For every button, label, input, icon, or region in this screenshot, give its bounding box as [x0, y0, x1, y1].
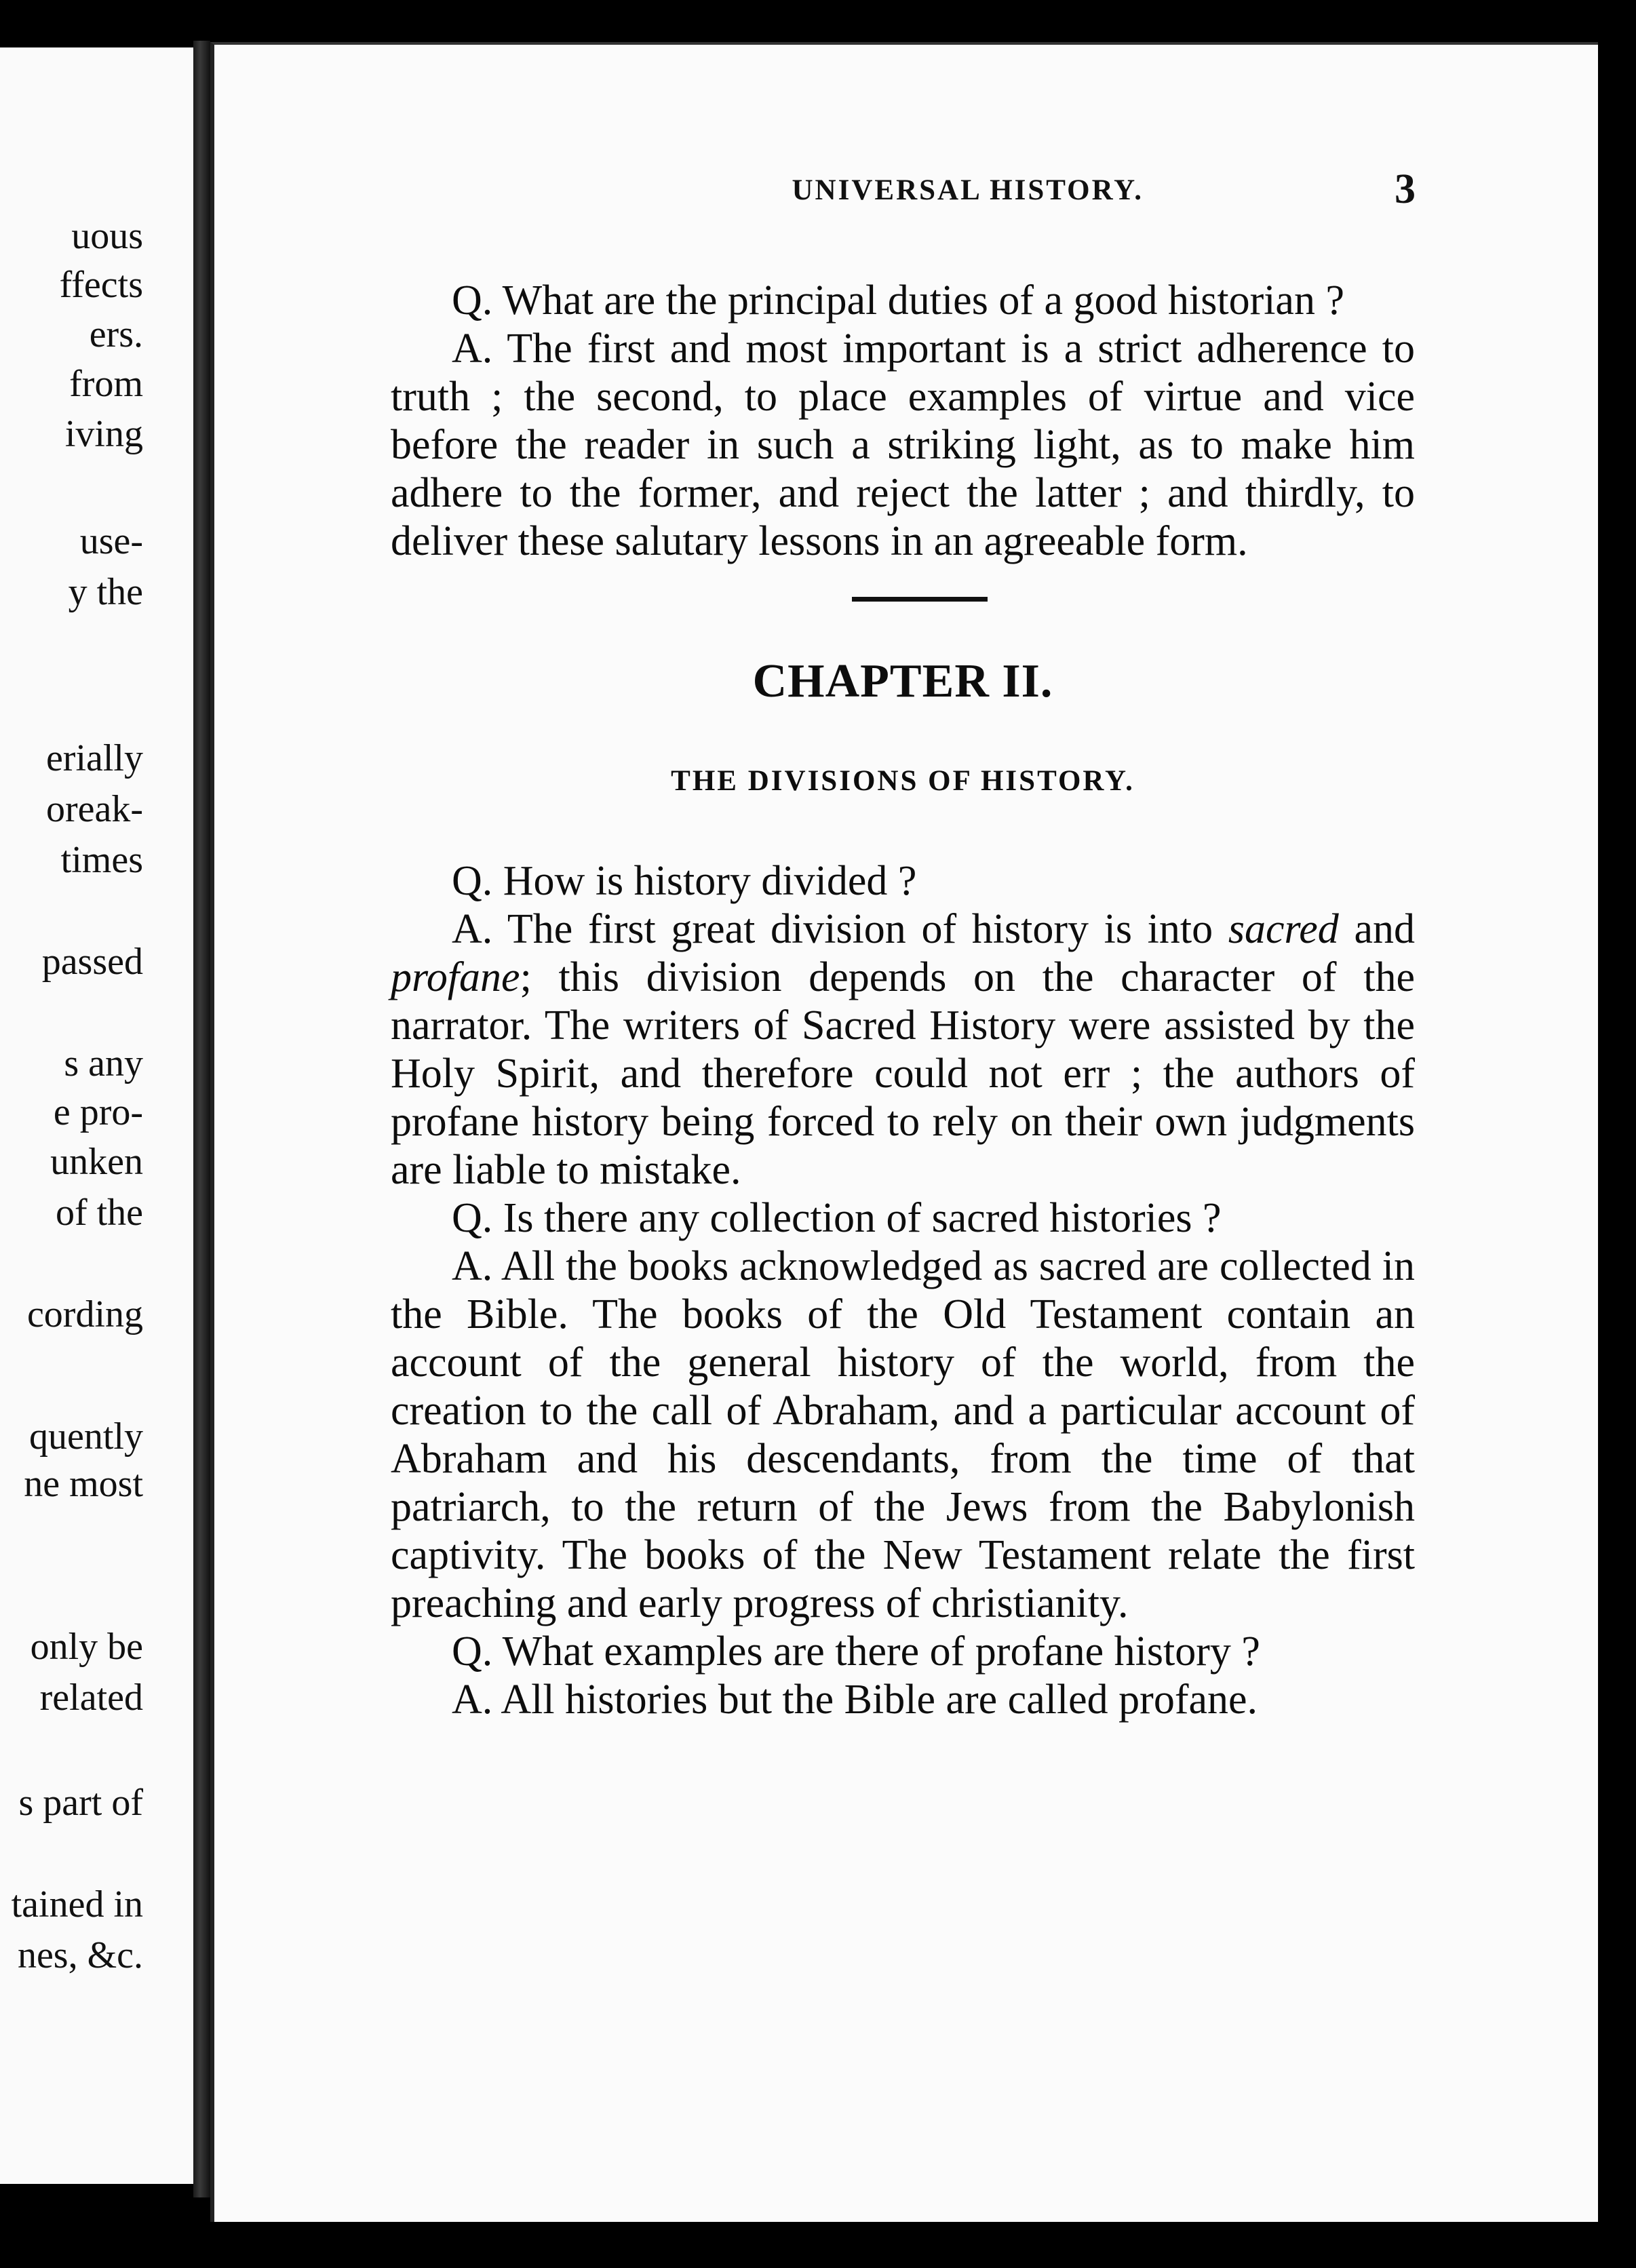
answer-text: All the books acknowledged as sacred are collected in the Bible. The books of the Old Testament contain an account of the general history of the world, from the creation to the call of Abraham, and a particular account of Abraham and his descendants, from the time of that patriarch, to the return of the Jews from the Babylonish captivity. The books of the New Testament relate the first preaching and early progress of christianity. [391, 1243, 1415, 1626]
answer-emphasis-sacred: sacred [1228, 906, 1339, 952]
left-page-line-fragment: y the [68, 571, 143, 613]
left-facing-page [0, 47, 193, 2184]
answer-emphasis-profane: profane [391, 954, 520, 1000]
answer-text: The first and most important is a strict adherence to truth ; the second, to place examples of virtue and vice before the reader in such a striking light, as to make him adhere to the former, and reject the latter ; and thirdly, to deliver these salutary lessons in an agreeable form. [391, 326, 1415, 564]
question-paragraph [391, 857, 1415, 905]
left-page-line-fragment: oreak- [45, 788, 143, 830]
left-page-line-fragment: ers. [89, 313, 143, 355]
question-text: How is history divided ? [503, 858, 917, 904]
answer-text-part: The first great division of history is into [507, 906, 1213, 952]
running-head: UNIVERSAL HISTORY. [792, 174, 1144, 206]
question-text: Is there any collection of sacred histories ? [503, 1195, 1222, 1241]
question-paragraph [391, 277, 1415, 325]
main-page [210, 42, 1598, 2222]
answer-paragraph [391, 905, 1415, 1194]
left-page-line-fragment: ffects [59, 264, 143, 306]
left-page-line-fragment: nes, &c. [17, 1934, 143, 1976]
left-page-line-fragment: uous [71, 215, 143, 257]
question-marker: Q. [452, 277, 493, 324]
left-page-line-fragment: s part of [18, 1782, 143, 1824]
left-page-line-fragment: erially [45, 737, 143, 779]
question-marker: Q. [452, 858, 493, 904]
answer-paragraph [391, 325, 1415, 566]
question-text: What examples are there of profane history ? [502, 1628, 1260, 1675]
left-page-line-fragment: passed [41, 941, 143, 983]
answer-marker: A. [452, 326, 493, 372]
answer-marker: A. [452, 1677, 493, 1723]
book-spine-gutter [193, 41, 210, 2197]
left-page-line-fragment: cording [26, 1293, 143, 1335]
page-number: 3 [1395, 166, 1416, 212]
left-page-line-fragment: times [60, 839, 143, 881]
left-page-line-fragment: tained in [11, 1883, 143, 1925]
left-page-line-fragment: use- [79, 520, 143, 562]
question-marker: Q. [452, 1195, 493, 1241]
left-page-line-fragment: quently [29, 1415, 143, 1458]
question-paragraph [391, 1194, 1415, 1243]
answer-text: All histories but the Bible are called profane. [501, 1677, 1258, 1723]
page-body [391, 277, 1598, 1724]
left-page-line-fragment: s any [64, 1042, 143, 1084]
left-page-line-fragment: related [39, 1677, 143, 1719]
answer-marker: A. [452, 1243, 493, 1289]
chapter-subtitle: THE DIVISIONS OF HISTORY. [671, 765, 1135, 797]
answer-marker: A. [452, 906, 493, 952]
left-page-line-fragment: unken [50, 1141, 143, 1183]
answer-text-part: and [1354, 906, 1416, 952]
question-text: What are the principal duties of a good historian ? [502, 277, 1344, 324]
left-page-line-fragment: iving [64, 413, 143, 455]
answer-paragraph [391, 1676, 1415, 1724]
left-page-line-fragment: of the [55, 1192, 143, 1234]
section-divider-rule [852, 597, 988, 602]
left-page-line-fragment: ne most [24, 1463, 143, 1505]
answer-paragraph [391, 1243, 1415, 1628]
chapter-title: CHAPTER II. [752, 655, 1053, 707]
left-page-line-fragment: only be [30, 1626, 143, 1668]
left-page-line-fragment: from [69, 363, 143, 405]
answer-text-part: ; this division depends on the character of the narrator. The writers of Sacred History were assisted by the Holy Spirit, and therefore could not err ; the authors of profane history being forced to rely on their own judgments are liable to mistake. [391, 954, 1415, 1193]
left-page-line-fragment: e pro- [53, 1091, 143, 1133]
question-marker: Q. [452, 1628, 493, 1675]
question-paragraph [391, 1628, 1415, 1676]
